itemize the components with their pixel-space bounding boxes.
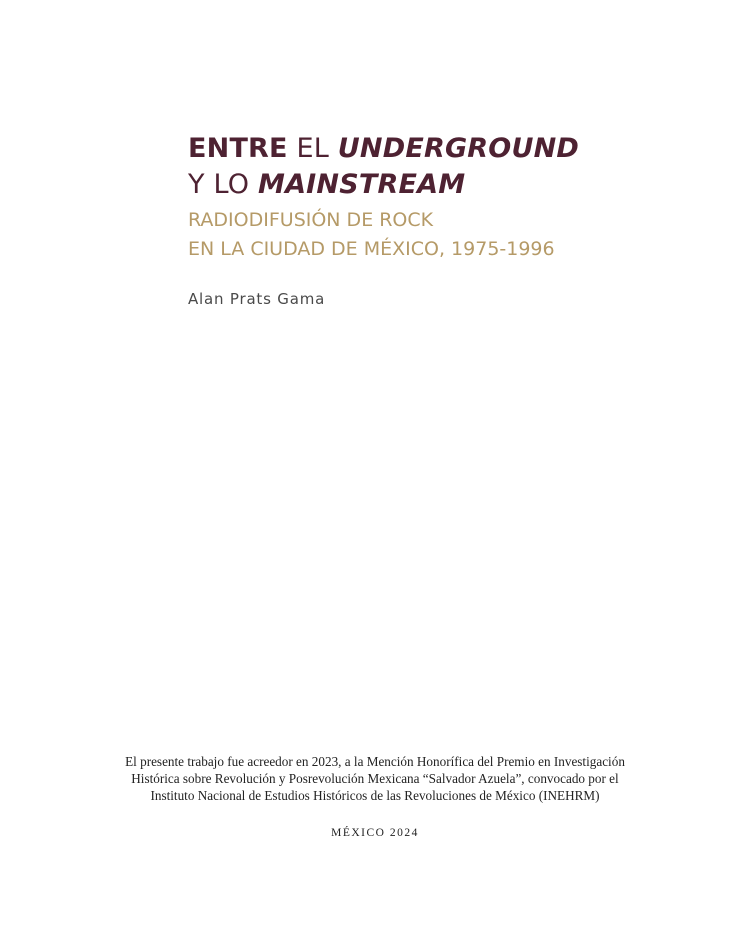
subtitle-line-1: RADIODIFUSIÓN DE ROCK: [188, 209, 434, 231]
title-word-entre: ENTRE: [188, 133, 288, 164]
title-word-y-lo: Y LO: [188, 169, 258, 200]
award-note-line-2: Histórica sobre Revolución y Posrevolución Mexicana “Salvador Azuela”, convocado por el: [131, 771, 619, 786]
imprint-place-year: MÉXICO 2024: [331, 827, 419, 839]
subtitle-line-2: EN LA CIUDAD DE MÉXICO, 1975-1996: [188, 238, 555, 260]
title-word-underground: UNDERGROUND: [337, 133, 579, 164]
book-subtitle: [188, 206, 708, 264]
book-title-block: [188, 131, 708, 264]
award-note: [60, 753, 690, 804]
book-title-line-1: [188, 131, 708, 167]
book-title-line-2: [188, 167, 708, 203]
award-note-line-1: El presente trabajo fue acreedor en 2023, a la Mención Honorífica del Premio en Investigación: [125, 754, 625, 769]
title-word-mainstream: MAINSTREAM: [258, 169, 466, 200]
title-word-el: EL: [287, 133, 338, 164]
author-name: Alan Prats Gama: [188, 290, 326, 308]
award-note-line-3: Instituto Nacional de Estudios Históricos de las Revoluciones de México (INEHRM): [150, 788, 600, 803]
